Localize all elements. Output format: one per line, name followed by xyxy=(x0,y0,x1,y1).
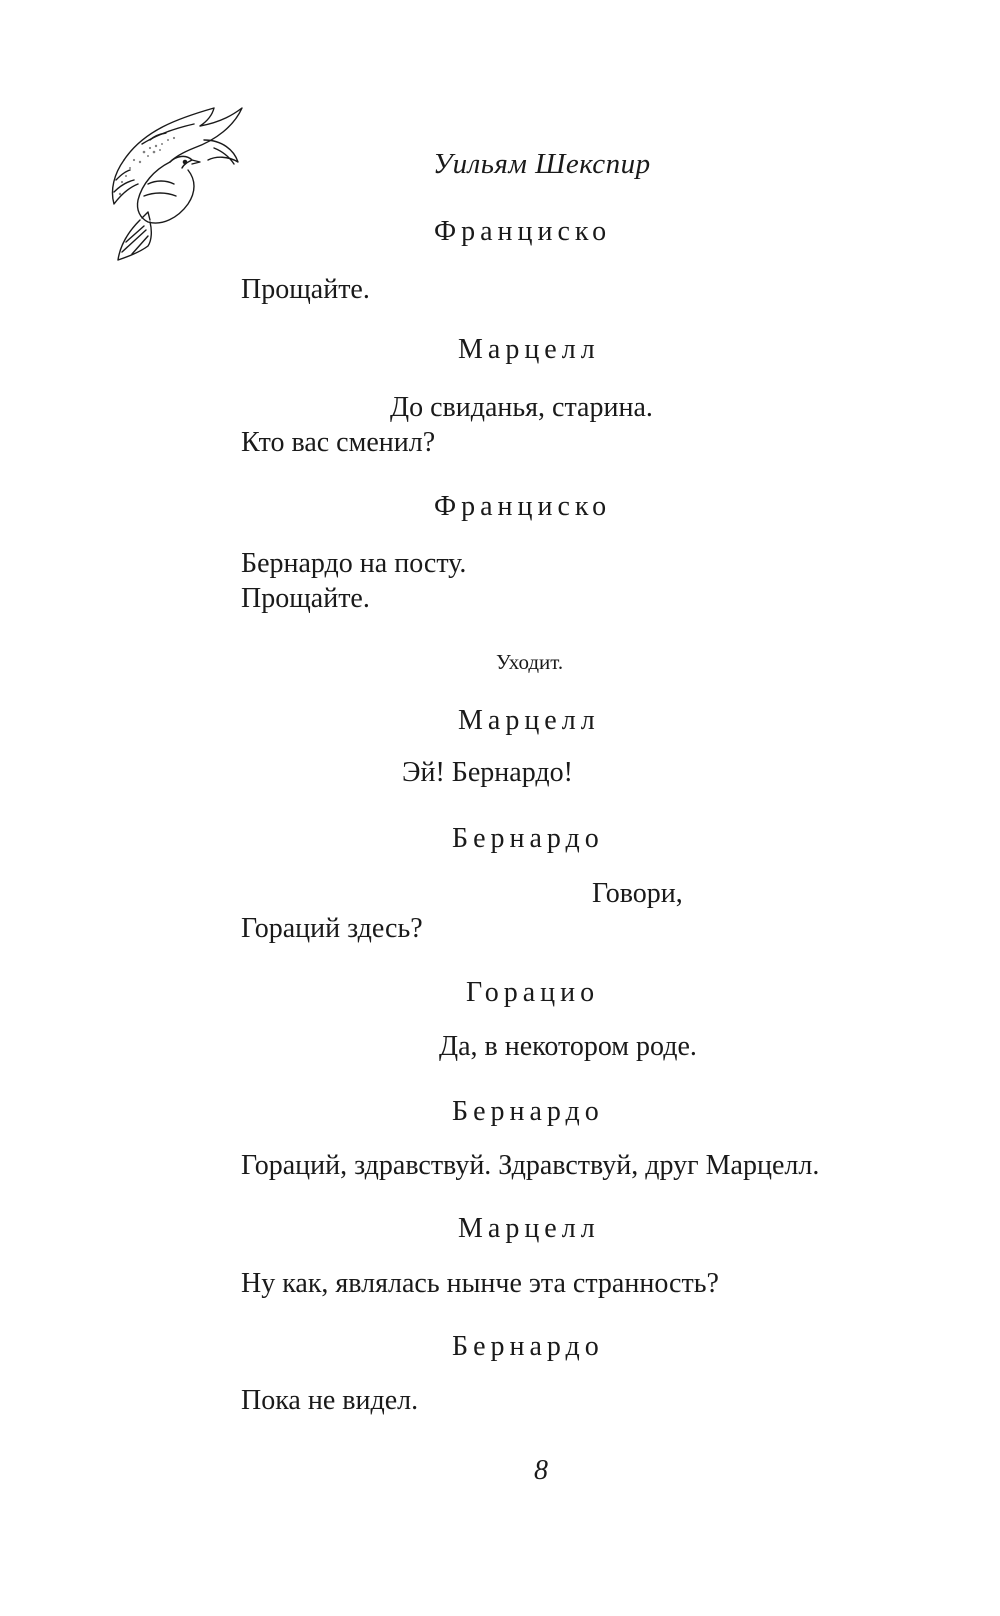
running-head: Уильям Шекспир xyxy=(433,148,651,180)
speaker-name: Бернардо xyxy=(452,1096,604,1127)
dialogue-line: Пока не видел. xyxy=(241,1385,419,1416)
speaker-name: Марцелл xyxy=(458,1213,600,1244)
speaker-name: Франциско xyxy=(434,216,612,247)
dialogue-line: Кто вас сменил? xyxy=(241,427,436,458)
dialogue-line: Эй! Бернардо! xyxy=(402,757,573,788)
dove-illustration-icon xyxy=(84,100,254,270)
speaker-name: Франциско xyxy=(434,491,612,522)
dialogue-line: Прощайте. xyxy=(241,274,370,305)
dialogue-line: До свиданья, старина. xyxy=(390,392,653,423)
speaker-name: Марцелл xyxy=(458,705,600,736)
dialogue-line: Прощайте. xyxy=(241,583,370,614)
dialogue-line: Гораций здесь? xyxy=(241,913,423,944)
speaker-name: Горацио xyxy=(466,977,600,1008)
speaker-name: Марцелл xyxy=(458,334,600,365)
dialogue-line: Бернардо на посту. xyxy=(241,548,467,579)
dialogue-line: Гораций, здравствуй. Здравствуй, друг Марцелл. xyxy=(241,1150,820,1181)
page-number: 8 xyxy=(534,1455,548,1486)
dialogue-line: Говори, xyxy=(592,878,683,909)
stage-direction: Уходит. xyxy=(496,650,564,674)
speaker-name: Бернардо xyxy=(452,1331,604,1362)
speaker-name: Бернардо xyxy=(452,823,604,854)
dialogue-line: Ну как, являлась нынче эта странность? xyxy=(241,1268,719,1299)
dialogue-line: Да, в некотором роде. xyxy=(439,1031,697,1062)
